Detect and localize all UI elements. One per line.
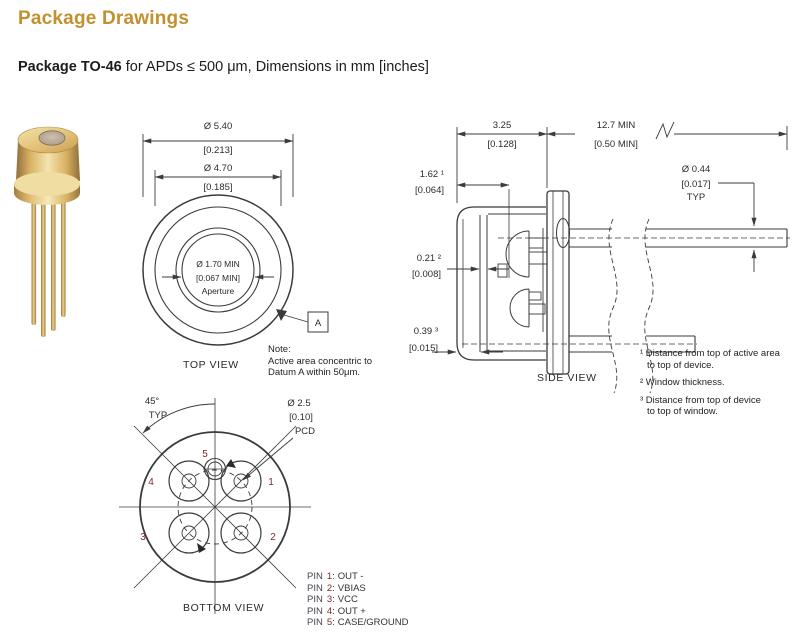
dim-pin-diameter-in: [0.017] <box>681 179 711 190</box>
dimension-footnotes <box>640 348 796 424</box>
side-view-pins <box>557 219 788 353</box>
dim-pcd-mm: Ø 2.5 <box>287 398 311 409</box>
pin-signal: CASE/GROUND <box>337 617 409 629</box>
dim-pin-diameter-typ: TYP <box>686 192 706 203</box>
dim-lead-length-in: [0.50 MIN] <box>594 139 638 150</box>
page-subtitle <box>18 59 429 75</box>
pin-number-1: 1 <box>268 477 274 488</box>
pin-colon: : <box>332 605 335 617</box>
dim-outer-diameter-mm: Ø 5.40 <box>203 121 233 132</box>
pin-num: 2 <box>326 582 333 594</box>
pin-list-row <box>307 571 409 583</box>
aperture-caption: Aperture <box>201 286 235 296</box>
footnote-2 <box>640 377 796 389</box>
pin-number-5: 5 <box>202 449 208 460</box>
dim-window-recess-mm: 0.39 ³ <box>413 326 438 337</box>
dim-pin-angle: 45° <box>144 396 160 407</box>
can-flange-circle <box>155 207 281 333</box>
top-view-drawing <box>143 121 328 345</box>
pin-signal: OUT + <box>337 605 366 617</box>
dim-lead-length-mm: 12.7 MIN <box>596 120 636 131</box>
pin-list-row <box>307 583 409 595</box>
dim-pin-diameter-mm: Ø 0.44 <box>681 164 711 175</box>
note-line: Datum A within 50μm. <box>268 367 361 378</box>
pin-prefix: PIN <box>307 582 323 594</box>
pin-list-row <box>307 606 409 618</box>
subtitle-rest: for APDs ≤ 500 μm, Dimensions in mm [inches] <box>121 59 429 75</box>
dim-window-recess-in: [0.015] <box>408 343 438 354</box>
footnote-text: ¹ Distance from top of active area <box>640 348 780 359</box>
pin-signal: OUT - <box>337 571 364 582</box>
dim-flange-diameter-mm: Ø 4.70 <box>203 163 233 174</box>
note-line: Active area concentric to <box>268 355 373 367</box>
dim-aperture-in: [0.067 MIN] <box>196 273 240 283</box>
pin-signal: VCC <box>337 594 358 606</box>
bottom-view-label: BOTTOM VIEW <box>183 602 265 614</box>
footnote-1 <box>640 348 796 371</box>
pin-num: 1 <box>326 571 333 582</box>
top-view-dimension-lines <box>143 141 293 277</box>
pin-colon: : <box>332 594 335 606</box>
pin-number-4: 4 <box>148 477 154 488</box>
footnote-text: ² Window thickness. <box>640 377 725 388</box>
footnote-text: to top of window. <box>647 406 718 417</box>
pin-number-2: 2 <box>270 532 276 543</box>
pin-number-3: 3 <box>140 532 146 543</box>
pin-colon: : <box>332 571 335 582</box>
dim-active-depth-mm: 1.62 ¹ <box>419 169 444 180</box>
footnote-text: ³ Distance from top of device <box>640 394 761 406</box>
side-view-die-assembly <box>498 228 547 332</box>
top-view-label: TOP VIEW <box>183 359 239 371</box>
pin-assignment-list <box>307 571 409 629</box>
dim-can-length-in: [0.128] <box>487 139 517 150</box>
side-view-flange <box>547 191 569 374</box>
footnote-text: to top of device. <box>647 359 715 371</box>
pin-num: 5 <box>326 617 333 629</box>
note-line: Note: <box>268 344 291 355</box>
can-outer-circle <box>143 195 293 345</box>
datum-letter: A <box>314 318 322 329</box>
pin-prefix: PIN <box>307 571 323 582</box>
dim-window-thickness-mm: 0.21 ² <box>416 253 441 264</box>
dim-aperture-mm: Ø 1.70 MIN <box>196 259 240 269</box>
pin-centerlines <box>462 238 790 344</box>
page-title: Package Drawings <box>18 8 190 29</box>
subtitle-package-name: Package TO-46 <box>18 59 122 75</box>
pin-prefix: PIN <box>307 617 323 629</box>
pin-num: 4 <box>326 605 333 617</box>
pin-num: 3 <box>326 594 333 606</box>
pin-list-row <box>307 594 409 606</box>
dim-window-thickness-in: [0.008] <box>411 269 441 280</box>
window-circle <box>176 228 260 312</box>
dim-pcd-in: [0.10] <box>289 412 313 423</box>
pin-list-row <box>307 617 409 629</box>
pin-colon: : <box>332 617 335 629</box>
pin-colon: : <box>332 582 335 594</box>
footnote-3 <box>640 395 796 418</box>
datum-flag <box>276 309 328 332</box>
dim-flange-diameter-in: [0.185] <box>203 182 233 193</box>
side-view-label: SIDE VIEW <box>537 372 597 384</box>
dim-pcd-caption: PCD <box>294 426 316 437</box>
concentricity-note <box>268 344 372 379</box>
pin-prefix: PIN <box>307 605 323 617</box>
dim-pin-angle-typ: TYP <box>148 410 168 421</box>
bottom-view-drawing <box>119 396 315 614</box>
dim-active-depth-in: [0.064] <box>414 185 444 196</box>
dim-can-length-mm: 3.25 <box>492 120 512 131</box>
side-view-can-outline <box>457 191 569 374</box>
pin-prefix: PIN <box>307 594 323 606</box>
dim-outer-diameter-in: [0.213] <box>203 145 233 156</box>
pin-signal: VBIAS <box>337 582 366 594</box>
